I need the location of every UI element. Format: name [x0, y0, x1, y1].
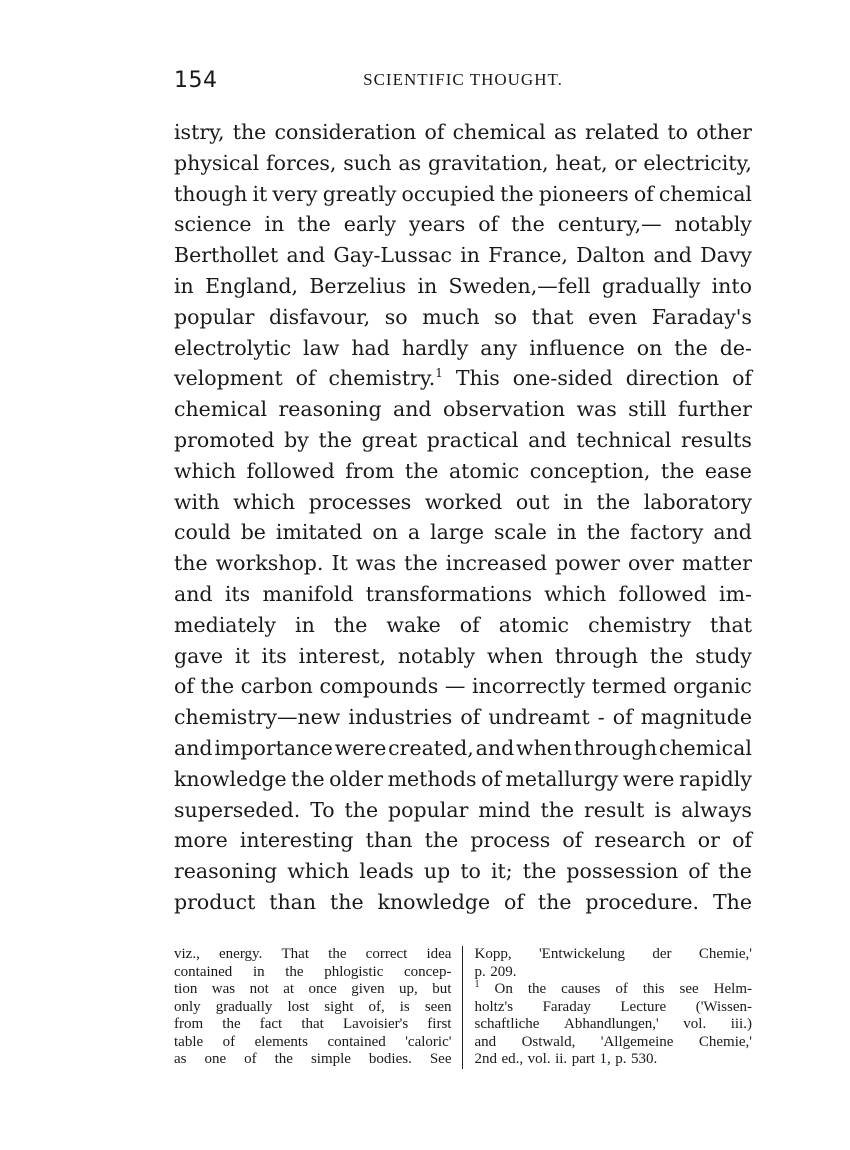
text-line: with which processes worked out in the laboratory — [174, 489, 752, 514]
text-line: chemistry—new industries of undreamt - of magnitude — [174, 705, 752, 730]
text-line: physical forces, such as gravitation, heat, or electricity, — [174, 150, 752, 175]
text-line: as one of the simple bodies. See — [174, 1051, 452, 1067]
footnotes — [174, 946, 752, 1069]
text-line: product than the knowledge of the procedure. The — [174, 889, 752, 914]
text-line: reasoning which leads up to it; the possession of the — [174, 859, 752, 884]
text-line: though it very greatly occupied the pioneers of chemical — [174, 181, 752, 206]
text-line: in England, Berzelius in Sweden,—fell gradually into — [174, 273, 752, 298]
text-line: tion was not at once given up, but — [174, 981, 452, 997]
text-line: 2nd ed., vol. ii. part 1, p. 530. — [474, 1051, 658, 1067]
text-line: $^1$ On the causes of this see Helm- — [474, 979, 752, 997]
text-line: science in the early years of the century,— notably — [174, 212, 752, 237]
text-line: popular disfavour, so much so that even Faraday's — [174, 304, 752, 329]
text-line: chemical reasoning and observation was still further — [174, 397, 752, 422]
text-line: velopment of chemistry.$^1$ This one-sided direction of — [174, 366, 752, 391]
text-line: holtz's Faraday Lecture ('Wissen- — [474, 998, 752, 1015]
text-line: Kopp, 'Entwickelung der Chemie,' — [474, 946, 752, 962]
text-line: and its manifold transformations which followed im- — [174, 581, 752, 606]
text-line: contained in the phlogistic concep- — [174, 963, 452, 980]
text-line: table of elements contained 'caloric' — [174, 1033, 452, 1050]
text-line: Berthollet and Gay-Lussac in France, Dalton and Davy — [174, 243, 752, 268]
text-line: and importance were created, and when through chemical — [174, 735, 752, 760]
footnote-column-right — [463, 946, 753, 1069]
running-head — [174, 68, 752, 102]
text-line: gave it its interest, notably when through the study — [174, 643, 752, 668]
footnote-column-left — [174, 946, 463, 1069]
text-line: superseded. To the popular mind the result is always — [174, 797, 752, 822]
text-line: electrolytic law had hardly any influence on the de- — [174, 335, 752, 360]
page-number: 154 — [174, 68, 218, 93]
text-line: istry, the consideration of chemical as related to other — [174, 120, 752, 144]
text-line: of the carbon compounds — incorrectly termed organic — [174, 674, 752, 699]
body-text — [174, 117, 752, 918]
text-line: p. 209. — [474, 963, 517, 980]
text-line: promoted by the great practical and technical results — [174, 427, 752, 452]
running-title: SCIENTIFIC THOUGHT. — [363, 70, 563, 89]
text-line: more interesting than the process of research or of — [174, 828, 752, 853]
text-line: schaftliche Abhandlungen,' vol. iii.) — [474, 1016, 752, 1032]
text-line: which followed from the atomic conception, the ease — [174, 458, 752, 483]
text-line: mediately in the wake of atomic chemistry that — [174, 612, 752, 637]
text-line: could be imitated on a large scale in the factory and — [174, 520, 752, 545]
text-line: knowledge the older methods of metallurgy were rapidly — [174, 766, 752, 791]
text-line: and Ostwald, 'Allgemeine Chemie,' — [474, 1033, 752, 1050]
text-line: only gradually lost sight of, is seen — [174, 998, 452, 1015]
text-line: the workshop. It was the increased power over matter — [174, 551, 752, 576]
text-line: viz., energy. That the correct idea — [174, 946, 452, 962]
text-line: from the fact that Lavoisier's first — [174, 1016, 452, 1032]
